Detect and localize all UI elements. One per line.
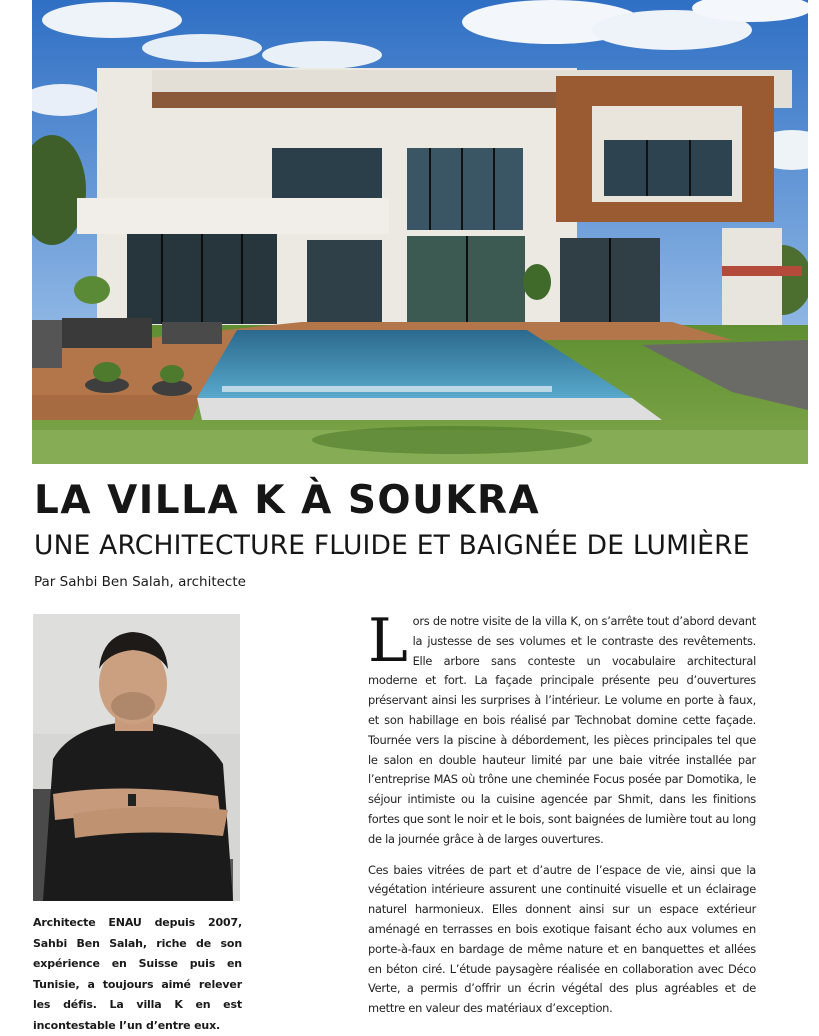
portrait-caption: Architecte ENAU depuis 2007, Sahbi Ben Salah, riche de son expérience en Suisse puis en Tunisie, a toujours aimé relever les défis. La villa K en est incontestable l’un d’entre eux. — [33, 916, 242, 1032]
article-body — [368, 606, 756, 1030]
article-byline: Par Sahbi Ben Salah, architecte — [34, 574, 246, 590]
drop-cap: L — [368, 606, 408, 676]
article-paragraph-1 — [368, 606, 756, 850]
article-paragraph-2: Ces baies vitrées de part et d’autre de l’espace de vie, ainsi que la végétation intérieure assurent une continuité visuelle et un éclairage naturel harmonieux. Elles donnent ainsi sur un espace extérieur aménagé en terrasses en bois exotique faisant écho aux volumes en porte-à-faux en bardage de même nature et en banquettes et allées en béton ciré. L’étude paysagère réalisée en collaboration avec Déco Verte, a permis d’offrir un écrin végétal des plus agréables et de mettre en valeur des matériaux d’exception. — [368, 862, 756, 1016]
villa-photo — [32, 0, 808, 464]
paragraph-1-text: ors de notre visite de la villa K, on s’arrête tout d’abord devant la justesse de ses volumes et le contraste des revêtements. Elle arbore sans conteste un vocabulaire architectural moderne et fort. La façade principale présente peu d’ouvertures préservant ainsi les surprises à l’intérieur. Le volume en porte à faux, et son habillage en bois réalisé par Technobat domine cette façade. Tournée vers la piscine à débordement, les pièces principales tel que le salon en double hauteur limité par une baie vitrée installée par l’entreprise MAS où trône une cheminée Focus posée par Domotika, le séjour intimiste ou la cuisine agencée par Shmit, dans les finitions fortes que sont le noir et le bois, sont baignées de lumière tout au long de la journée grâce à de larges ouvertures. — [368, 614, 756, 846]
article-title: LA VILLA K À SOUKRA — [34, 478, 541, 523]
article-subtitle: UNE ARCHITECTURE FLUIDE ET BAIGNÉE DE LUMIÈRE — [34, 530, 750, 561]
architect-portrait — [33, 614, 240, 901]
